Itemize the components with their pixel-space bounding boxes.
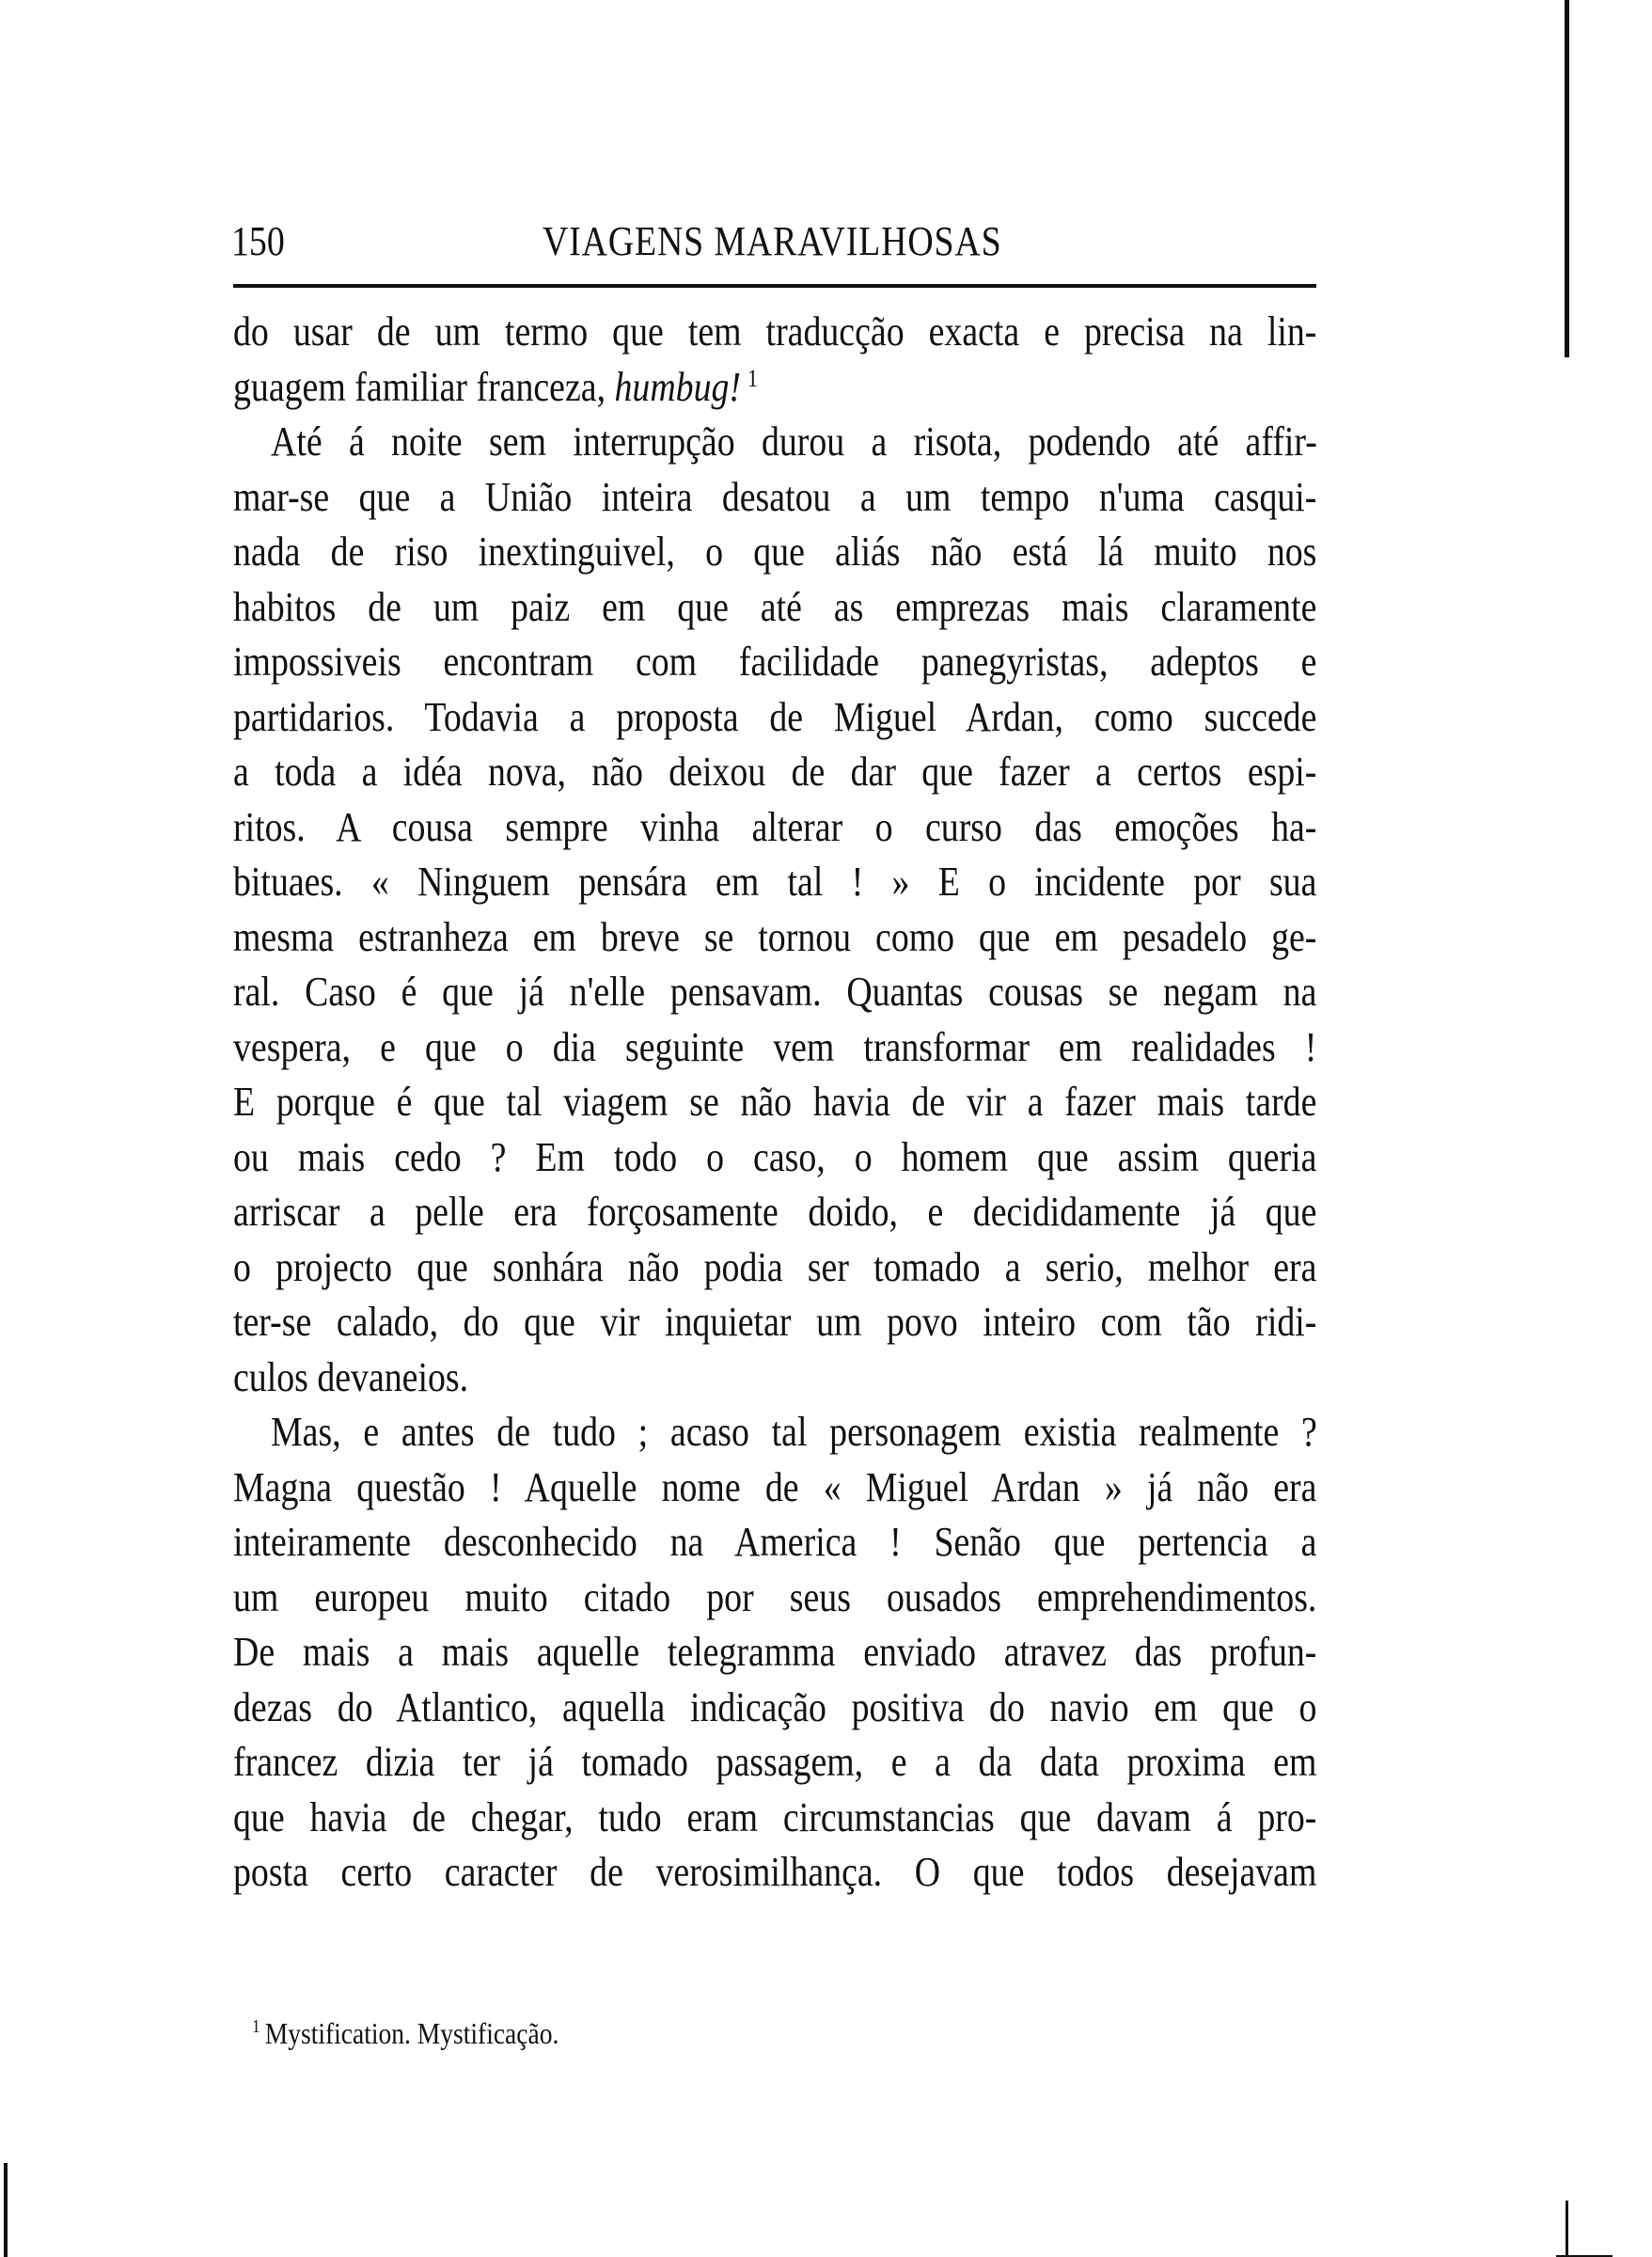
page-number: 150 — [231, 218, 285, 264]
text-line: bituaes. « Ninguem pensára em tal ! » E o incidente por sua — [233, 859, 1317, 905]
text-line: E porque é que tal viagem se não havia de vir a fazer mais tarde — [233, 1079, 1317, 1125]
text-line: dezas do Atlantico, aquella indicação positiva do navio em que o — [233, 1683, 1317, 1730]
text-line: ou mais cedo ? Em todo o caso, o homem que assim queria — [233, 1133, 1317, 1180]
footnote-number: 1 — [252, 2016, 260, 2037]
text-line: inteiramente desconhecido na America ! Senão que pertencia a — [233, 1519, 1317, 1565]
text-line: Mas, e antes de tudo ; acaso tal personagem existia realmente ? — [271, 1409, 1317, 1455]
text-line: o projecto que sonhára não podia ser tomado a serio, melhor era — [233, 1243, 1317, 1290]
text-line: ter-se calado, do que vir inquietar um povo inteiro com tão ridi- — [233, 1299, 1317, 1345]
scan-edge-mark — [1565, 0, 1569, 357]
italic-word: humbug! — [614, 363, 742, 410]
running-title: VIAGENS MARAVILHOSAS — [543, 218, 1002, 264]
text-line: habitos de um paiz em que até as emprezas mais claramente — [233, 583, 1317, 630]
text-line: a toda a idéa nova, não deixou de dar que fazer a certos espi- — [233, 749, 1317, 795]
text-line-start: guagem familiar franceza, — [233, 363, 615, 410]
scan-edge-mark — [4, 2163, 8, 2257]
text-line: Magna questão ! Aquelle nome de « Miguel Ardan » já não era — [233, 1463, 1317, 1510]
text-line: impossiveis encontram com facilidade panegyristas, adeptos e — [233, 639, 1317, 685]
text-line: francez dizia ter já tomado passagem, e a da data proxima em — [233, 1739, 1317, 1785]
text-line: Até á noite sem interrupção durou a risota, podendo até affir- — [271, 418, 1317, 465]
text-line: vespera, e que o dia seguinte vem transformar em realidades ! — [233, 1023, 1317, 1070]
text-line: ral. Caso é que já n'elle pensavam. Quantas cousas se negam na — [233, 969, 1317, 1015]
scan-edge-mark — [1565, 2201, 1568, 2257]
footnote-ref: 1 — [747, 364, 759, 392]
text-line: nada de riso inextinguivel, o que aliás não está lá muito nos — [233, 529, 1317, 575]
text-line: um europeu muito citado por seus ousados emprehendimentos. — [233, 1573, 1317, 1620]
text-line: arriscar a pelle era forçosamente doido, e decididamente já que — [233, 1189, 1317, 1235]
text-line: posta certo caracter de verosimilhança. O que todos desejavam — [233, 1849, 1317, 1895]
text-line: De mais a mais aquelle telegramma enviado atravez das profun- — [233, 1629, 1317, 1675]
text-line: mar-se que a União inteira desatou a um tempo n'uma casqui- — [233, 473, 1317, 520]
text-line: ritos. A cousa sempre vinha alterar o curso das emoções ha- — [233, 803, 1317, 850]
text-line: mesma estranheza em breve se tornou como que em pesadelo ge- — [233, 913, 1317, 960]
text-line: que havia de chegar, tudo eram circumstancias que davam á pro- — [233, 1793, 1317, 1840]
text-line: partidarios. Todavia a proposta de Miguel Ardan, como succede — [233, 693, 1317, 740]
footnote-text: Mystification. Mystificação. — [264, 2016, 559, 2050]
footnote — [252, 2012, 559, 2054]
text-line: culos devaneios. — [233, 1353, 469, 1400]
text-line: do usar de um termo que tem traducção exacta e precisa na lin- — [233, 308, 1317, 355]
text-line — [233, 360, 1316, 415]
header-rule — [233, 284, 1316, 288]
